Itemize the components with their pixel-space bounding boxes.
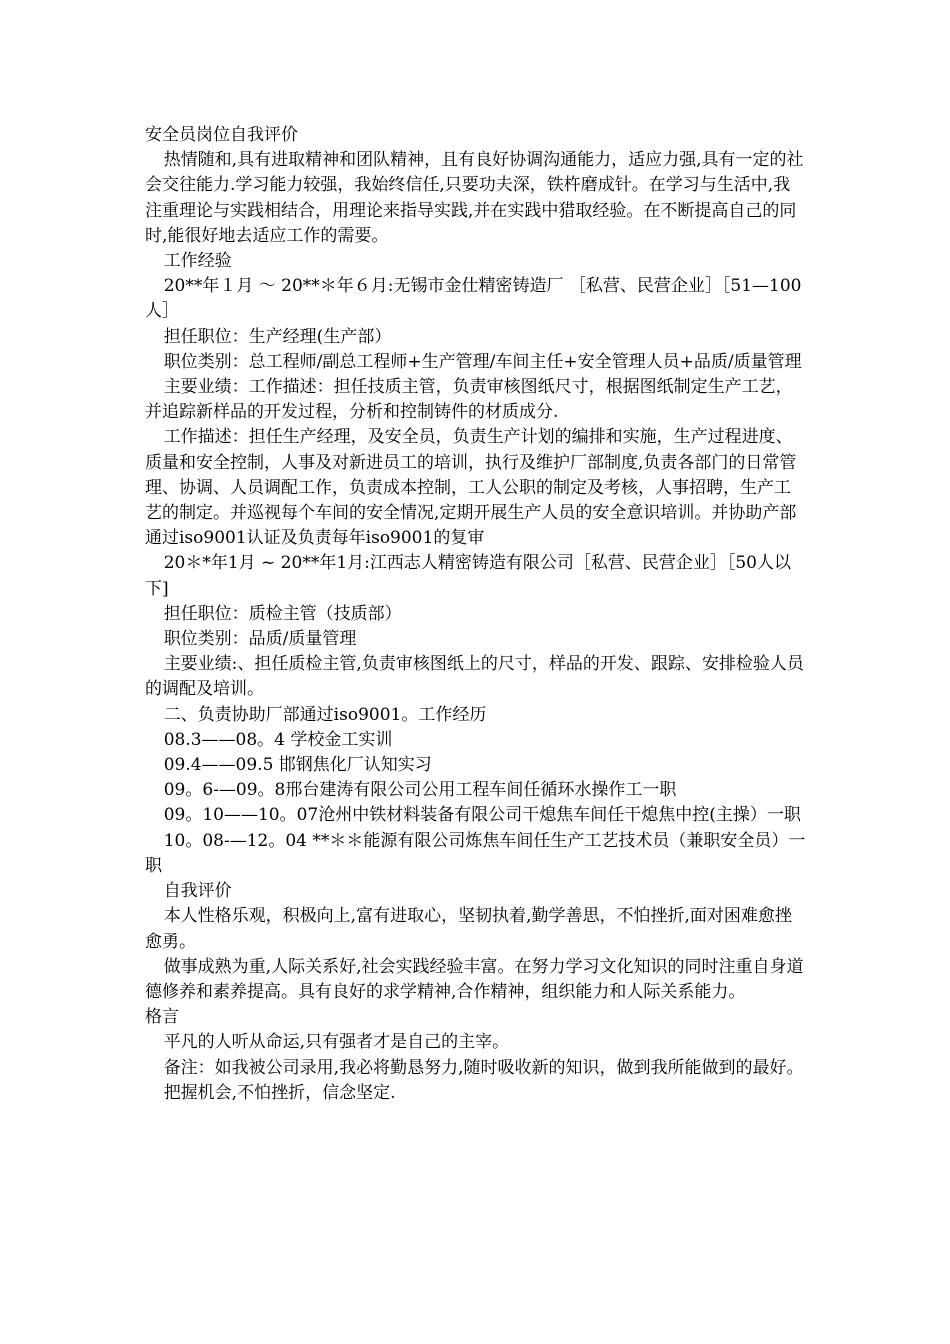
paragraph: 工作描述：担任生产经理，及安全员，负责生产计划的编排和实施，生产过程进度、质量和安全控制，人事及对新进员工的培训，执行及维护厂部制度,负责各部门的日常管理、协调、人员调配工作，负责成本控制，工人公职的制定及考核，人事招聘，生产工艺的制定。并巡视每个车间的安全情况,定期开展生产人员的安全意识培训。并协助产部通过iso9001认证及负责每年iso9001的复审: [145, 427, 797, 549]
paragraph: 做事成熟为重,人际关系好,社会实践经验丰富。在努力学习文化知识的同时注重自身道德修养和素养提高。具有良好的求学精神,合作精神，组织能力和人际关系能力。: [145, 956, 804, 1002]
paragraph: 备注：如我被公司录用,我必将勤恳努力,随时吸收新的知识，做到我所能做到的最好。: [163, 1057, 804, 1078]
paragraph: 担任职位：生产经理(生产部）: [163, 326, 392, 347]
paragraph: 20＊*年1月 ~ 20**年1月:江西志人精密铸造有限公司［私营、民营企业］［50人以下]: [145, 553, 791, 599]
paragraph: 自我评价: [163, 881, 232, 902]
paragraph: 热情随和,具有进取精神和团队精神，且有良好协调沟通能力，适应力强,具有一定的社会交往能力.学习能力较强，我始终信任,只要功夫深，铁杵磨成针。在学习与生活中,我注重理论与实践相结合，用理论来指导实践,并在实践中猎取经验。在不断提高自己的同时,能很好地去适应工作的需要。: [145, 150, 804, 246]
paragraph: 工作经验: [163, 251, 232, 272]
paragraph-list: [145, 148, 807, 1106]
document-body: [145, 123, 807, 1106]
paragraph: 把握机会,不怕挫折，信念坚定.: [163, 1082, 396, 1103]
paragraph: 职位类别：品质/质量管理: [163, 629, 357, 650]
paragraph: 职位类别：总工程师/副总工程师+生产管理/车间主任+安全管理人员+品质/质量管理: [163, 351, 802, 372]
paragraph: 09.4——09.5 邯钢焦化厂认知实习: [163, 755, 432, 776]
document-title: 安全员岗位自我评价: [145, 125, 298, 145]
paragraph: 主要业绩:、担任质检主管,负责审核图纸上的尺寸，样品的开发、跟踪、安排检验人员的调配及培训。: [145, 654, 804, 700]
paragraph: 平凡的人听从命运,只有强者才是自己的主宰。: [163, 1032, 510, 1053]
paragraph: 主要业绩：工作描述：担任技质主管，负责审核图纸尺寸，根据图纸制定生产工艺，并追踪新样品的开发过程，分析和控制铸件的材质成分.: [145, 377, 793, 423]
paragraph: 08.3——08。4 学校金工实训: [163, 729, 393, 750]
paragraph: 担任职位：质检主管（技质部）: [163, 603, 402, 624]
paragraph: 10。08-—12。04 **＊＊能源有限公司炼焦车间任生产工艺技术员（兼职安全员）一职: [145, 830, 806, 876]
paragraph: 本人性格乐观，积极向上,富有进取心，坚韧执着,勤学善思，不怕挫折,面对困难愈挫愈勇。: [145, 906, 792, 952]
paragraph: 二、负责协助厂部通过iso9001。工作经历: [163, 704, 487, 725]
paragraph: 格言: [145, 1007, 179, 1028]
paragraph: 20**年１月 ～ 20**＊年６月:无锡市金仕精密铸造厂 ［私营、民营企业］［51—100人］: [145, 276, 802, 322]
paragraph: 09。10——10。07沧州中铁材料装备有限公司干熄焦车间任干熄焦中控(主操）一职: [163, 805, 801, 826]
paragraph: 09。6-—09。8邢台建涛有限公司公用工程车间任循环水操作工一职: [163, 780, 677, 801]
